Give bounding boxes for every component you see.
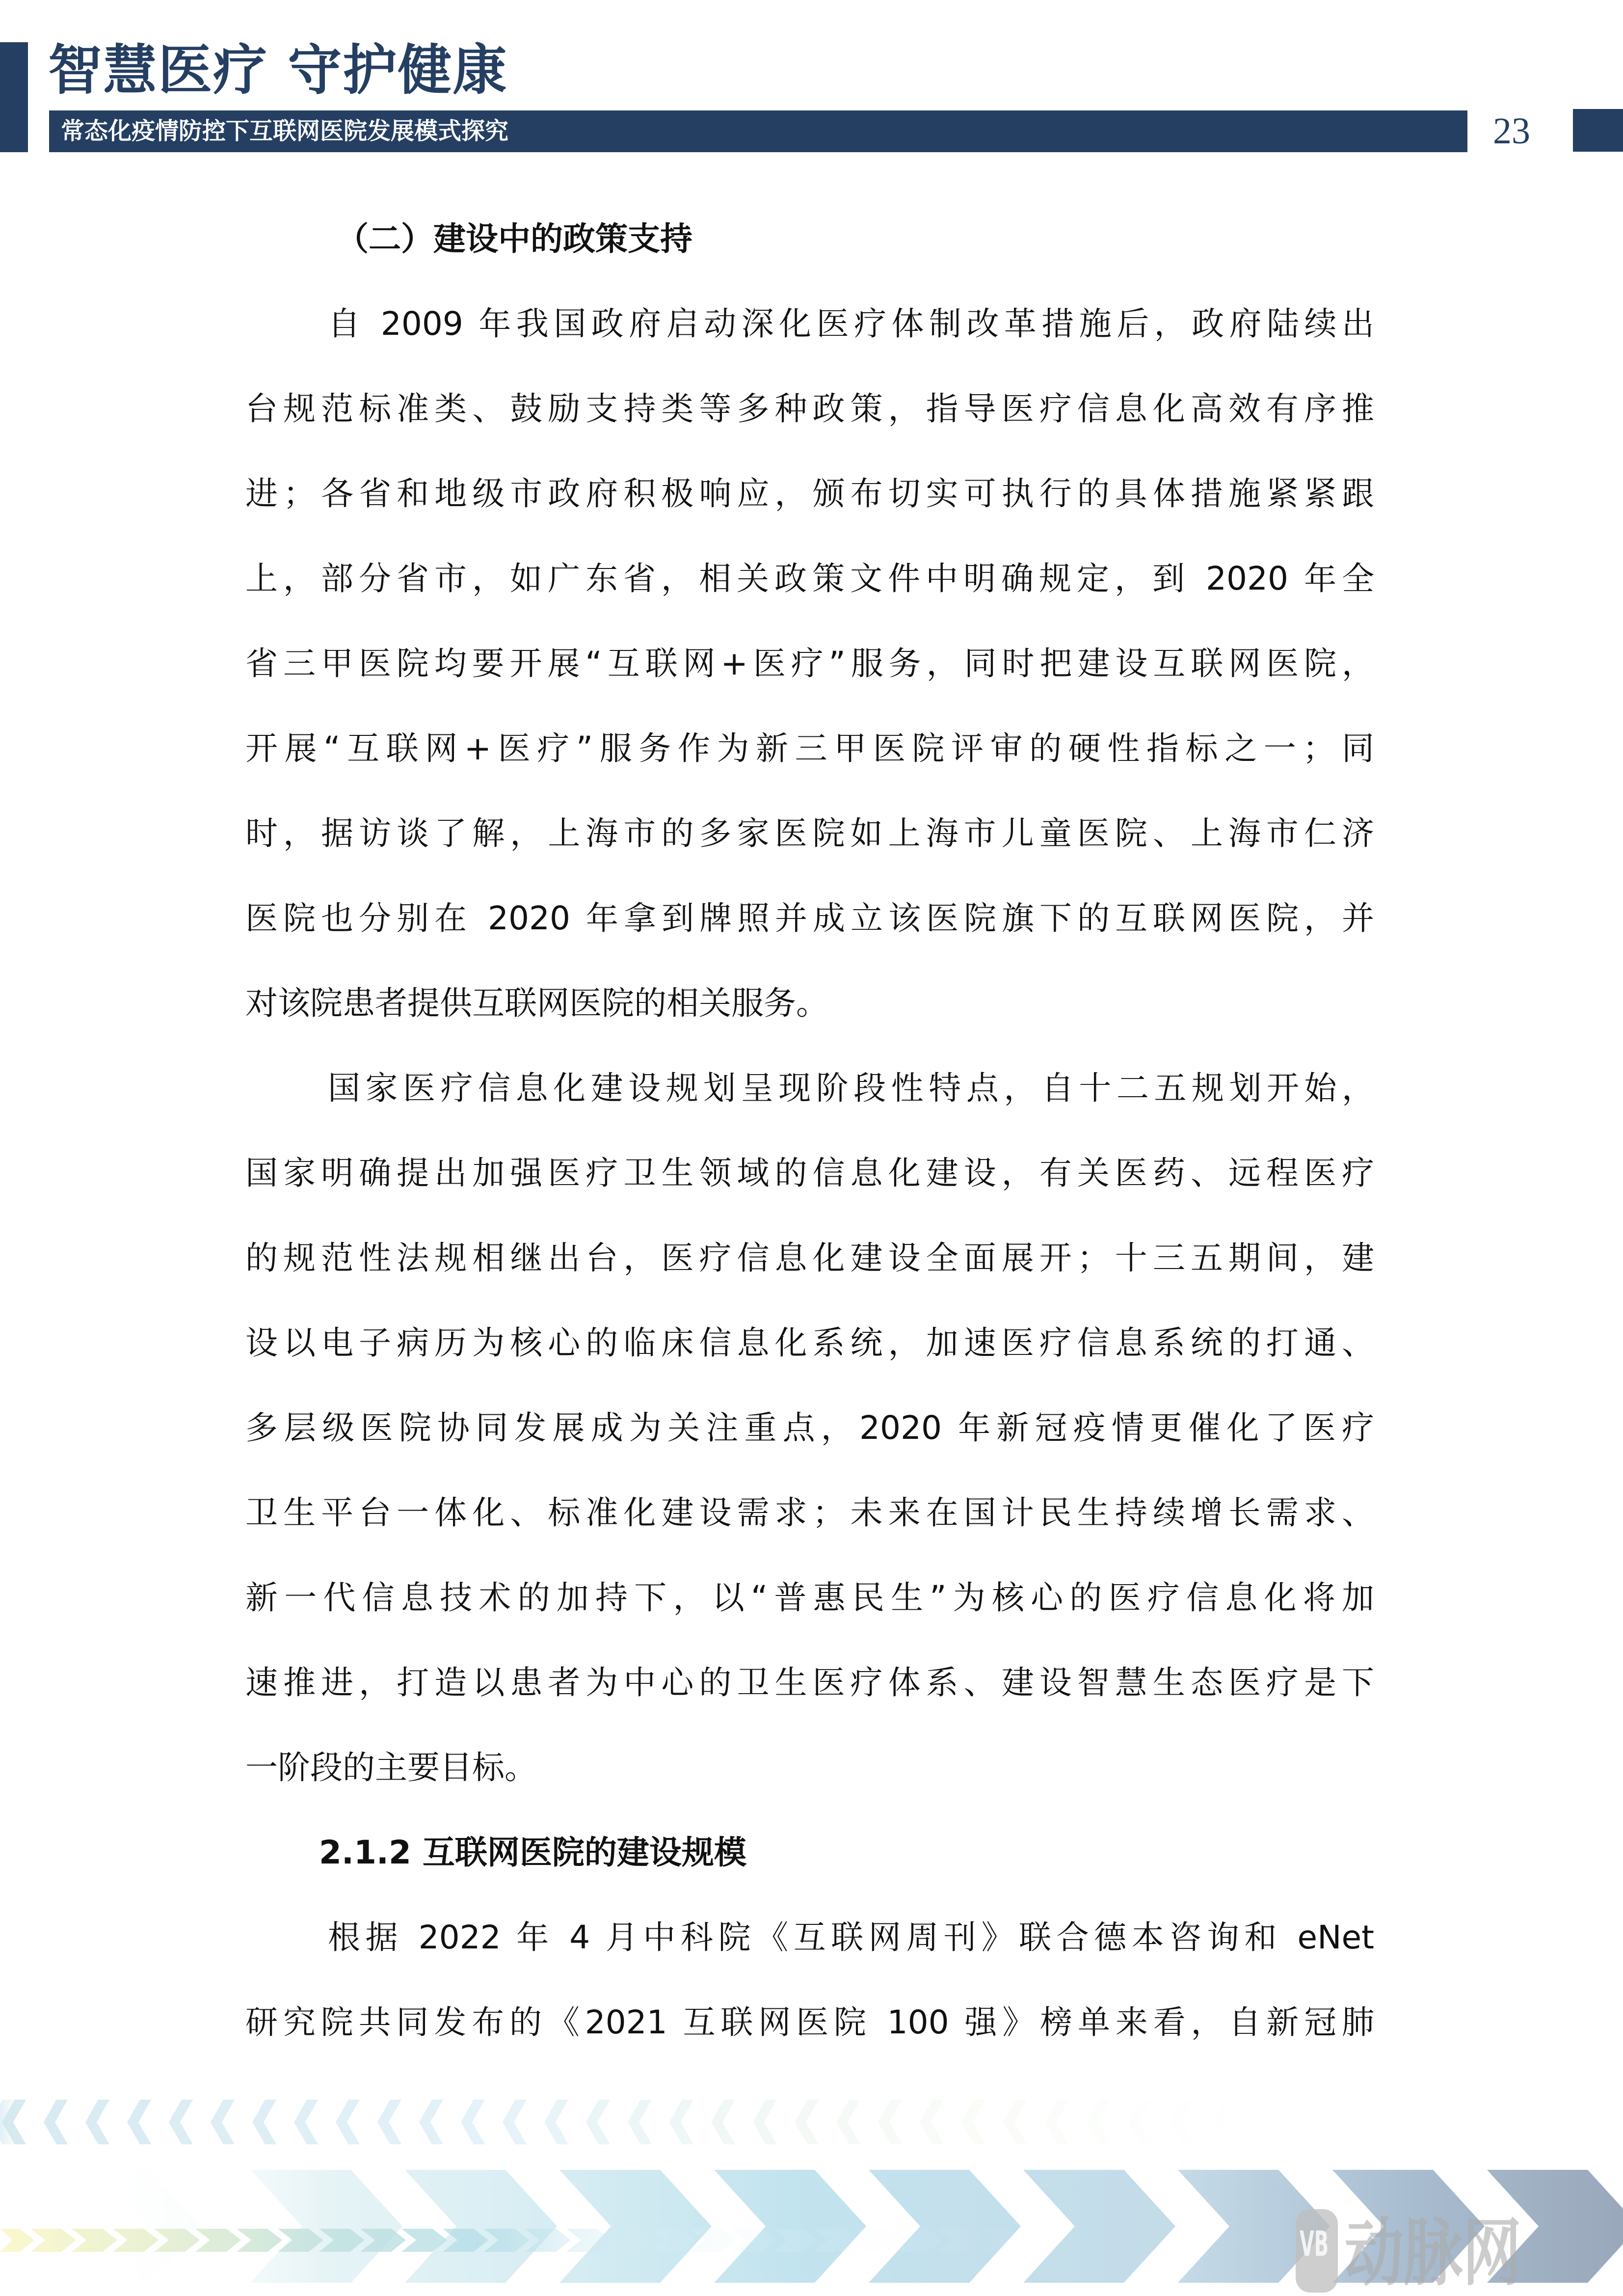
text-line: 进；各省和地级市政府积极响应，颁布切实可执行的具体措施紧紧跟 — [245, 475, 1374, 513]
text-line: 一阶段的主要目标。 — [245, 1749, 537, 1786]
text-line: 卫生平台一体化、标准化建设需求；未来在国计民生持续增长需求、 — [245, 1494, 1374, 1532]
text-line: 设以电子病历为核心的临床信息化系统，加速医疗信息系统的打通、 — [245, 1324, 1374, 1362]
text-line: 研究院共同发布的《2021 互联网医院 100 强》榜单来看，自新冠肺 — [245, 2003, 1374, 2041]
page-title: 智慧医疗 守护健康 — [48, 38, 508, 102]
text-line: 国家医疗信息化建设规划呈现阶段性特点，自十二五规划开始， — [328, 1069, 1374, 1107]
paragraph-1 — [245, 281, 1374, 1046]
report-subtitle: 常态化疫情防控下互联网医院发展模式探究 — [61, 117, 509, 145]
text-line: 开展“互联网+医疗”服务作为新三甲医院评审的硬性指标之一；同 — [245, 729, 1374, 767]
document-body — [245, 196, 1374, 2065]
text-line: 时，据访谈了解，上海市的多家医院如上海市儿童医院、上海市仁济 — [245, 814, 1374, 852]
paragraph-2 — [245, 1046, 1374, 1810]
section-heading: （二）建设中的政策支持 — [336, 220, 692, 258]
text-line: 根据 2022 年 4 月中科院《互联网周刊》联合德本咨询和 eNet — [328, 1918, 1374, 1956]
text-line: 台规范标准类、鼓励支持类等多种政策，指导医疗信息化高效有序推 — [245, 390, 1374, 428]
paragraph-3 — [245, 1895, 1374, 2065]
header-right-block — [1573, 109, 1623, 152]
text-line: 速推进，打造以患者为中心的卫生医疗体系、建设智慧生态医疗是下 — [245, 1664, 1374, 1702]
header-left-bar — [0, 42, 28, 152]
text-line: 对该院患者提供互联网医院的相关服务。 — [245, 984, 828, 1022]
text-line: 多层级医院协同发展成为关注重点，2020 年新冠疫情更催化了医疗 — [245, 1409, 1374, 1447]
watermark-text: 动脉网 — [1345, 2211, 1522, 2296]
text-line: 上，部分省市，如广东省，相关政策文件中明确规定，到 2020 年全 — [245, 560, 1374, 597]
text-line: 省三甲医院均要开展“互联网+医疗”服务，同时把建设互联网医院， — [245, 645, 1374, 682]
watermark-logo-text: VB — [1300, 2224, 1329, 2264]
watermark — [1296, 2209, 1623, 2296]
text-line: 医院也分别在 2020 年拿到牌照并成立该医院旗下的互联网医院，并 — [245, 899, 1374, 937]
text-line: 的规范性法规相继出台，医疗信息化建设全面展开；十三五期间，建 — [245, 1239, 1374, 1277]
text-line: 新一代信息技术的加持下，以“普惠民生”为核心的医疗信息化将加 — [245, 1579, 1374, 1617]
text-line: 国家明确提出加强医疗卫生领域的信息化建设，有关医药、远程医疗 — [245, 1154, 1374, 1192]
page-number: 23 — [1493, 110, 1530, 152]
text-line: 自 2009 年我国政府启动深化医疗体制改革措施后，政府陆续出 — [328, 305, 1374, 343]
subtitle-band — [49, 110, 1467, 152]
watermark-logo-icon — [1296, 2209, 1338, 2293]
subsection-heading: 2.1.2 互联网医院的建设规模 — [319, 1834, 746, 1871]
